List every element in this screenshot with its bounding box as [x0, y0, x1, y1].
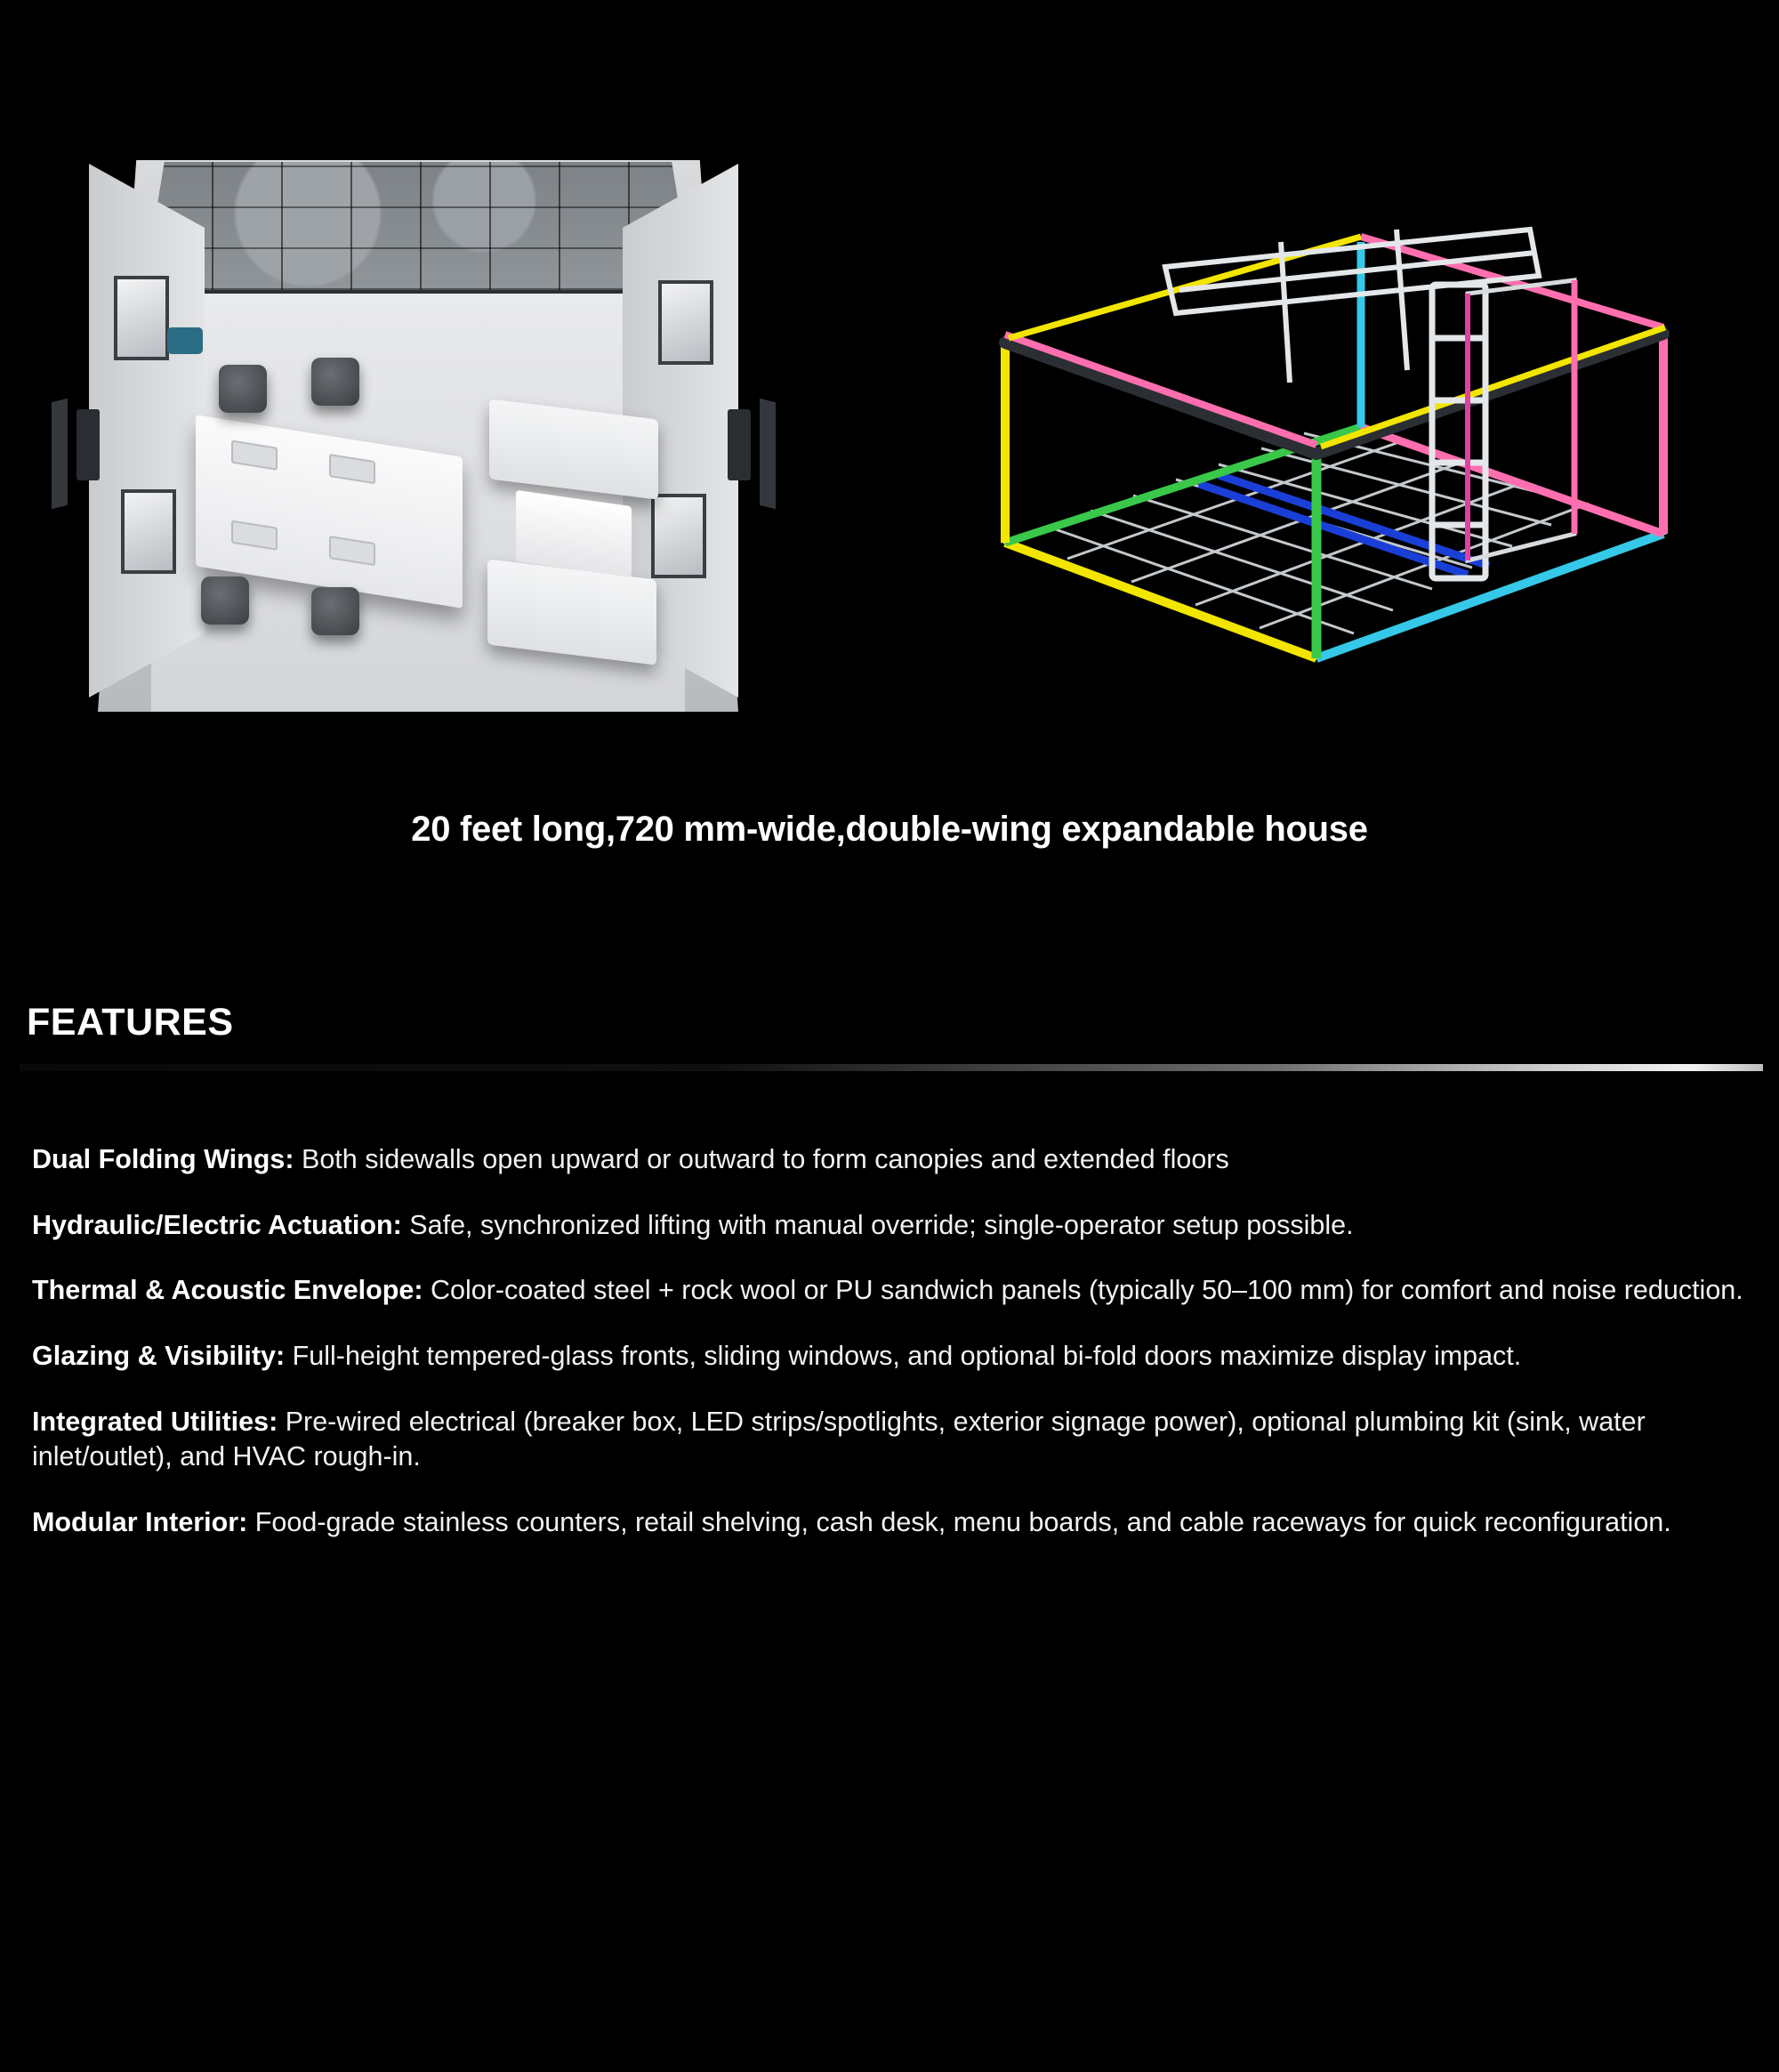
feature-title: Glazing & Visibility: [32, 1340, 286, 1371]
feature-item [32, 1208, 1743, 1244]
feature-title: Hydraulic/Electric Actuation: [32, 1209, 402, 1240]
office-chair [219, 365, 267, 413]
feature-title: Dual Folding Wings: [32, 1144, 294, 1174]
feature-title: Integrated Utilities: [32, 1406, 278, 1437]
laptop [329, 536, 375, 566]
window-right-bottom [651, 494, 706, 578]
air-conditioner-unit [167, 327, 203, 354]
laptop [329, 454, 375, 484]
feature-title: Modular Interior: [32, 1506, 248, 1537]
wing-hinge-right [728, 409, 751, 480]
feature-item [32, 1273, 1743, 1309]
frame-svg [898, 160, 1726, 694]
ceiling-panel [142, 162, 694, 295]
laptop [231, 520, 278, 551]
window-left-top [114, 276, 169, 360]
wing-hinge-arm-left [52, 399, 68, 509]
interior-render-figure [44, 133, 845, 730]
features-heading: FEATURES [27, 1001, 234, 1044]
feature-body: Color-coated steel + rock wool or PU sandwich panels (typically 50–100 mm) for comfort and noise reduction. [431, 1275, 1743, 1306]
feature-title: Thermal & Acoustic Envelope: [32, 1275, 423, 1306]
feature-body: Pre-wired electrical (breaker box, LED strips/spotlights, exterior signage power), optional plumbing kit (sink, water inlet/outlet), and HVAC rough-in. [32, 1406, 1646, 1472]
wing-hinge-arm-right [760, 399, 776, 509]
hero-image-row [0, 0, 1779, 703]
features-list [0, 1142, 1779, 1650]
feature-body: Safe, synchronized lifting with manual override; single-operator setup possible. [409, 1209, 1354, 1240]
wing-hinge-left [76, 409, 100, 480]
laptop [231, 440, 278, 471]
feature-body: Food-grade stainless counters, retail shelving, cash desk, menu boards, and cable raceways for quick reconfiguration. [254, 1506, 1671, 1537]
feature-body: Both sidewalls open upward or outward to form canopies and extended floors [302, 1144, 1229, 1174]
structural-frame-render [898, 160, 1726, 694]
interior-cutaway-render [44, 142, 783, 730]
feature-item [32, 1405, 1743, 1475]
window-left-bottom [121, 489, 176, 574]
feature-item [32, 1339, 1743, 1375]
hero-caption: 20 feet long,720 mm-wide,double-wing expandable house [411, 810, 1368, 849]
office-chair [311, 587, 359, 635]
window-right-top [658, 280, 713, 365]
office-chair [311, 358, 359, 406]
feature-item [32, 1142, 1743, 1178]
feature-body: Full-height tempered-glass fronts, sliding windows, and optional bi-fold doors maximize display impact. [292, 1340, 1522, 1371]
left-wall [89, 164, 205, 697]
feature-item [32, 1505, 1743, 1541]
office-chair [201, 576, 249, 625]
frame-render-figure [898, 133, 1752, 694]
section-divider [20, 1064, 1763, 1071]
